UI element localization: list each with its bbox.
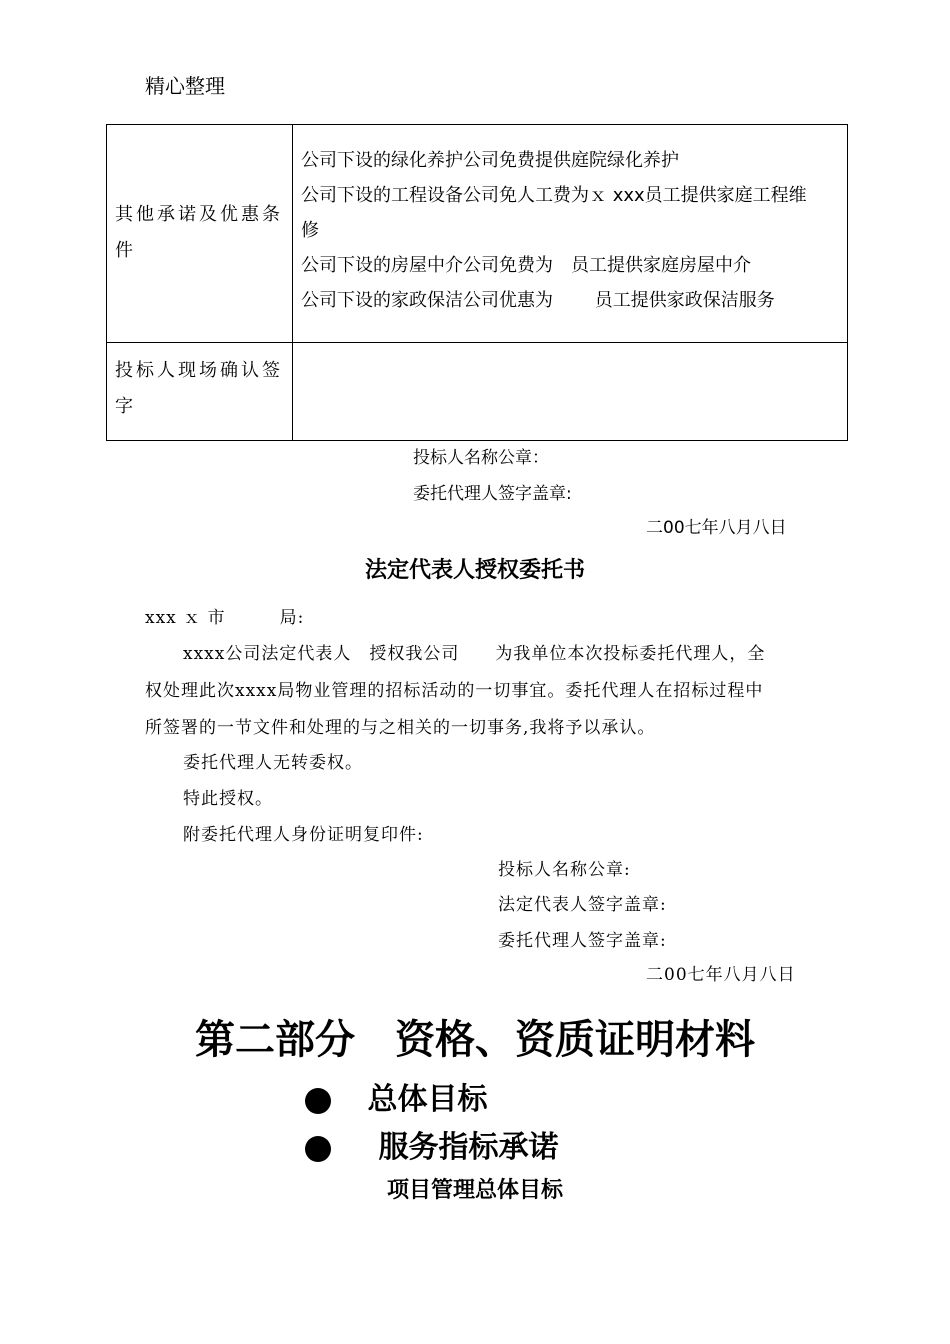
bullet-text: 服务指标承诺	[378, 1130, 559, 1165]
content-line: 公司下设的绿化养护公司免费提供庭院绿化养护	[301, 150, 679, 171]
row-label: 投标人现场确认签字	[107, 343, 293, 441]
row-label: 其他承诺及优惠条件	[107, 125, 293, 343]
addressee: xxx ｘ 市 局:	[145, 608, 305, 628]
section-subtitle: 项目管理总体目标	[386, 1177, 563, 1203]
commitment-table	[106, 124, 848, 441]
paragraph-line: xxxx公司法定代表人 授权我公司 为我单位本次投标委托代理人，全	[183, 644, 766, 664]
bullet-dot-icon	[305, 1136, 331, 1162]
content-line: 公司下设的房屋中介公司免费为 员工提供家庭房屋中介	[301, 255, 751, 276]
content-line: 修	[301, 220, 319, 241]
bullet-text: 总体目标	[367, 1082, 488, 1117]
no-transfer-text: 委托代理人无转委权。	[183, 753, 363, 773]
hereby-text: 特此授权。	[183, 789, 273, 809]
content-line: 公司下设的工程设备公司免人工费为ｘ xxx员工提供家庭工程维	[301, 185, 807, 206]
bullet-item	[305, 1074, 487, 1118]
part-two-title: 第二部分 资格、资质证明材料	[195, 1016, 755, 1063]
date-text: 二00七年八月八日	[646, 518, 787, 538]
bidder-seal-label: 投标人名称公章:	[498, 860, 631, 880]
agent-sign-label: 委托代理人签字盖章:	[413, 484, 572, 504]
table-row	[107, 125, 848, 343]
signature-cell	[293, 343, 848, 441]
bidder-seal-label: 投标人名称公章：	[413, 448, 549, 468]
table-row	[107, 343, 848, 441]
bullet-dot-icon	[305, 1088, 331, 1114]
paragraph-line: 权处理此次xxxx局物业管理的招标活动的一切事宜。委托代理人在招标过程中	[145, 681, 764, 701]
attachment-text: 附委托代理人身份证明复印件:	[183, 825, 424, 845]
row-content	[293, 125, 848, 343]
page-header: 精心整理	[145, 74, 225, 98]
bullet-item	[305, 1122, 558, 1166]
paragraph-line: 所签署的一节文件和处理的与之相关的一切事务,我将予以承认。	[145, 718, 656, 738]
date-text: 二00七年八月八日	[646, 965, 796, 985]
agent-sign-label: 委托代理人签字盖章:	[498, 931, 667, 951]
legal-rep-sign-label: 法定代表人签字盖章:	[498, 895, 667, 915]
content-line: 公司下设的家政保洁公司优惠为 员工提供家政保洁服务	[301, 290, 775, 311]
authorization-title: 法定代表人授权委托书	[364, 557, 585, 583]
